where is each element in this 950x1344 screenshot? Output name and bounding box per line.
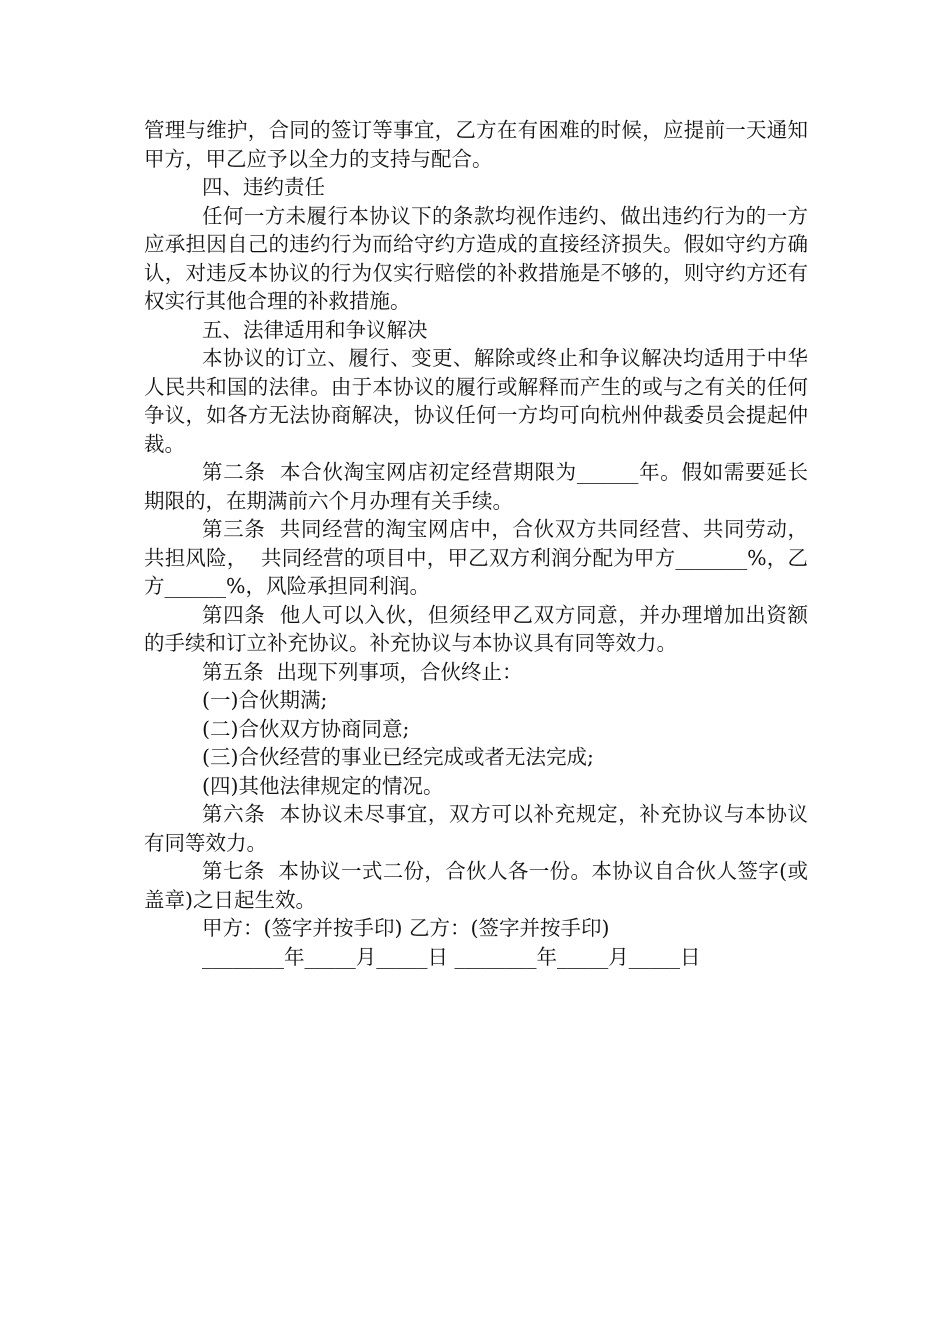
article-5-item-4: (四)其他法律规定的情况。 bbox=[202, 773, 444, 798]
paragraph-continuation: 管理与维护，合同的签订等事宜，乙方在有困难的时候，应提前一天通知甲方，甲乙应予以全力的支持与配合。 bbox=[144, 118, 808, 171]
article-6: 第六条 本协议未尽事宜，双方可以补充规定，补充协议与本协议有同等效力。 bbox=[144, 802, 808, 855]
article-4: 第四条 他人可以入伙，但须经甲乙双方同意，并办理增加出资额的手续和订立补充协议。补充协议与本协议具有同等效力。 bbox=[144, 602, 808, 655]
section-heading-breach: 四、违约责任 bbox=[202, 175, 325, 199]
article-5-item-3: (三)合伙经营的事业已经完成或者无法完成; bbox=[202, 745, 594, 769]
section-heading-law: 五、法律适用和争议解决 bbox=[202, 317, 428, 342]
signature-line: 甲方：(签字并按手印) 乙方：(签字并按手印) bbox=[202, 916, 610, 940]
article-3: 第三条 共同经营的淘宝网店中，合伙双方共同经营、共同劳动，共担风险， 共同经营的项目中，甲乙双方利润分配为甲方_______%，乙方______%，风险承担同利润。 bbox=[144, 517, 808, 598]
paragraph-law: 本协议的订立、履行、变更、解除或终止和争议解决均适用于中华人民共和国的法律。由于本协议的履行或解释而产生的或与之有关的任何争议，如各方无法协商解决，协议任何一方均可向杭州仲裁委员会提起仲裁。 bbox=[144, 346, 808, 456]
article-5-item-1: (一)合伙期满; bbox=[202, 688, 328, 712]
article-5-item-2: (二)合伙双方协商同意; bbox=[202, 716, 410, 741]
date-line: ________年_____月_____日 ________年_____月_____日 bbox=[202, 944, 701, 969]
article-5: 第五条 出现下列事项，合伙终止： bbox=[202, 659, 523, 684]
article-7: 第七条 本协议一式二份，合伙人各一份。本协议自合伙人签字(或盖章)之日起生效。 bbox=[144, 859, 808, 912]
paragraph-breach: 任何一方未履行本协议下的条款均视作违约、做出违约行为的一方应承担因自己的违约行为而给守约方造成的直接经济损失。假如守约方确认，对违反本协议的行为仅实行赔偿的补救措施是不够的，则守约方还有权实行其他合理的补救措施。 bbox=[144, 203, 808, 313]
document-body bbox=[144, 116, 808, 971]
article-2: 第二条 本合伙淘宝网店初定经营期限为______年。假如需要延长期限的，在期满前六个月办理有关手续。 bbox=[144, 460, 808, 513]
